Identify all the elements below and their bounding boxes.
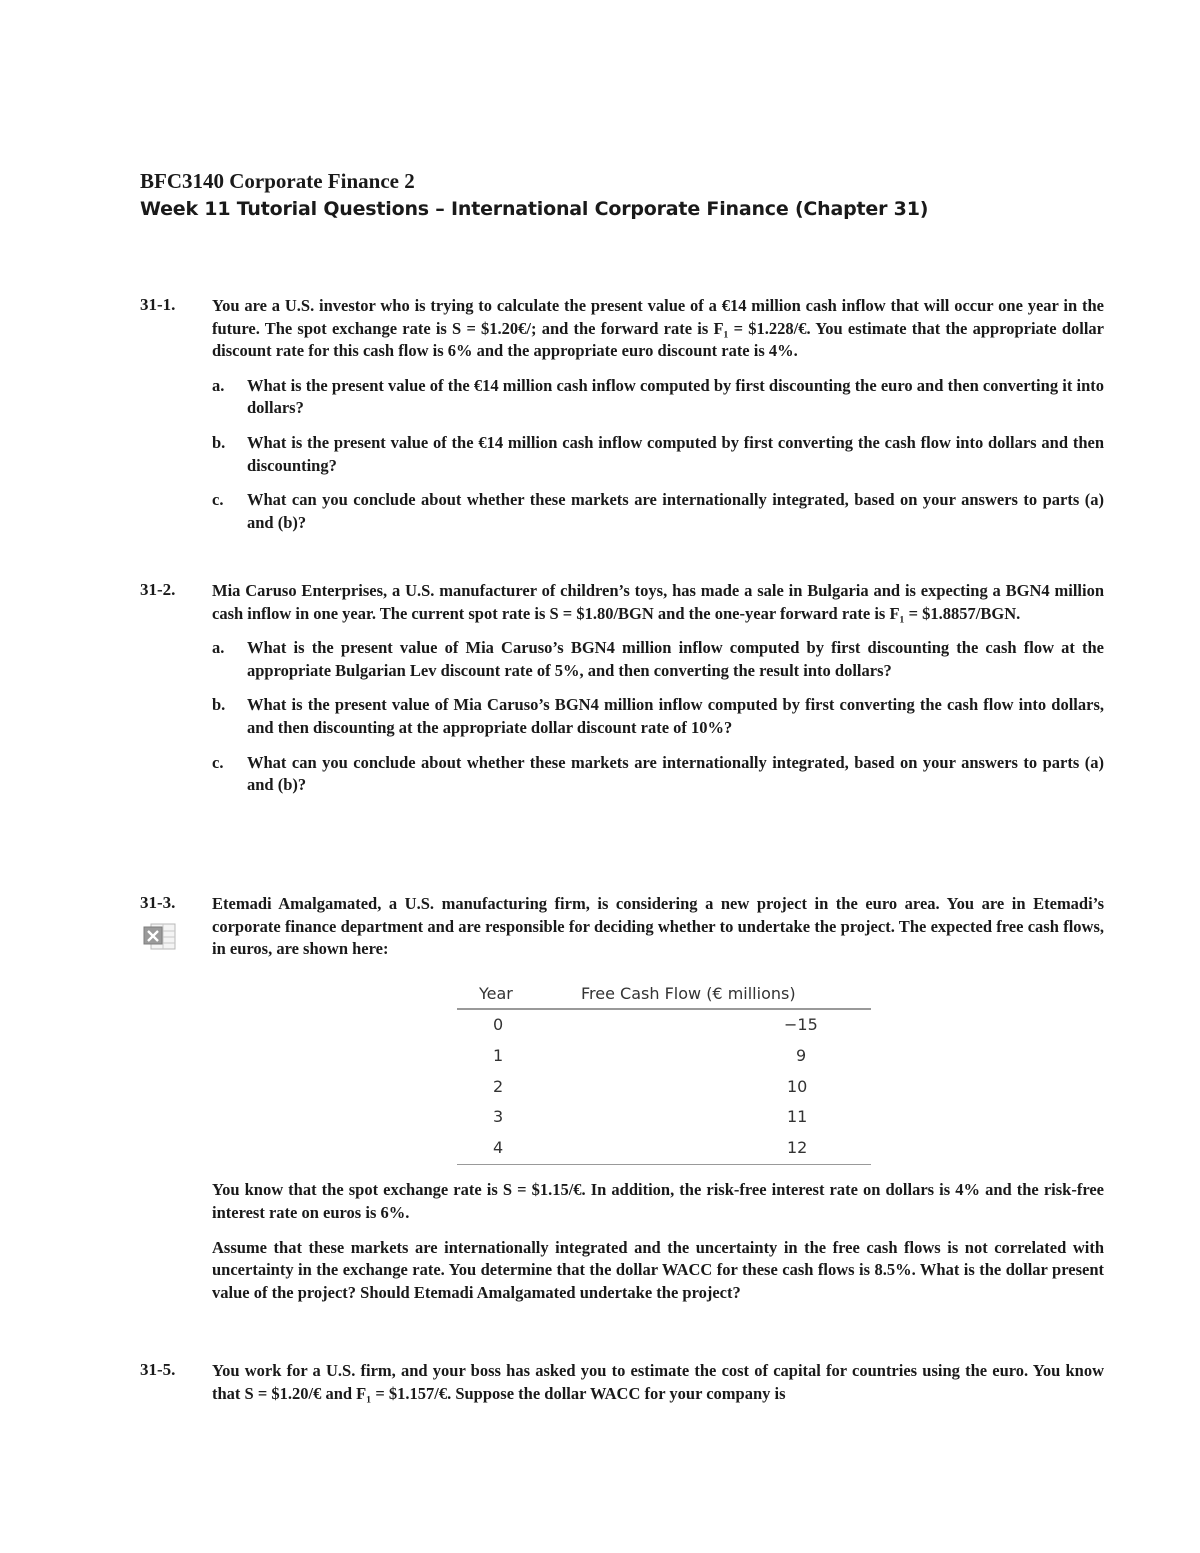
question-31-3: [140, 893, 1104, 1316]
question-part-b: [212, 432, 1104, 477]
question-text: You work for a U.S. firm, and your boss has asked you to estimate the cost of capital for countries using the euro. You know that S = $1.20/€ and F₁ = $1.157/€. Suppose the dollar WACC for your company is: [212, 1361, 1104, 1403]
table-row: [457, 1102, 871, 1133]
question-number: 31-3.: [140, 893, 176, 912]
year-cell: 3: [493, 1107, 504, 1127]
part-text: What is the present value of Mia Caruso’s BGN4 million inflow computed by first discounting the cash flow at the appropriate Bulgarian Lev discount rate of 5%, and then converting the result into dollars?: [247, 638, 1104, 680]
fcf-cell: −15: [784, 1015, 818, 1035]
question-part-c: [212, 489, 1104, 534]
question-followup-text: Assume that these markets are internationally integrated and the uncertainty in the free cash flows is not correlated with uncertainty in the exchange rate. You determine that the dollar WACC for these cash flows is 8.5%. What is the dollar present value of the project? Should Etemadi Amalgamated undertake the project?: [212, 1237, 1104, 1302]
question-31-1: [140, 295, 1104, 546]
year-cell: 2: [493, 1076, 504, 1096]
table-row: [457, 1041, 871, 1072]
question-part-b: [212, 694, 1104, 739]
table-row: [457, 1009, 871, 1041]
part-letter: c.: [212, 490, 224, 510]
part-letter: b.: [212, 695, 226, 715]
table-row: [457, 1133, 871, 1165]
question-number: 31-1.: [140, 295, 176, 314]
question-text: Etemadi Amalgamated, a U.S. manufacturing firm, is considering a new project in the euro area. You are in Etemadi’s corporate finance department and are responsible for deciding whether to undertake the project. The expected free cash flows, in euros, are shown here:: [212, 894, 1104, 959]
cash-flow-table: [457, 975, 871, 1166]
part-letter: a.: [212, 638, 225, 658]
part-text: What can you conclude about whether these markets are internationally integrated, based on your answers to parts (a) and (b)?: [247, 752, 1104, 795]
part-text: What can you conclude about whether these markets are internationally integrated, based on your answers to parts (a) and (b)?: [247, 490, 1104, 532]
question-part-a: [212, 637, 1104, 682]
question-part-c: [212, 752, 1104, 797]
fcf-cell: 11: [787, 1107, 808, 1127]
question-text: You are a U.S. investor who is trying to calculate the present value of a €14 million cash inflow that will occur one year in the future. The spot exchange rate is S = $1.20€/; and the forward rate is F₁ = $1.228/€. You estimate that the appropriate dollar discount rate for this cash flow is 6% and the appropriate euro discount rate is 4%.: [212, 296, 1104, 361]
question-31-2: [140, 580, 1104, 809]
column-header-year: Year: [457, 975, 569, 1010]
question-part-a: [212, 375, 1104, 420]
part-letter: b.: [212, 432, 226, 452]
part-letter: c.: [212, 752, 224, 772]
table-header-row: [457, 975, 871, 1010]
fcf-cell: 9: [796, 1045, 807, 1065]
question-text: Mia Caruso Enterprises, a U.S. manufacturer of children’s toys, has made a sale in Bulgaria and is expecting a BGN4 million cash inflow in one year. The current spot rate is S = $1.80/BGN and the one-year forward rate is F₁ = $1.8857/BGN.: [212, 581, 1104, 623]
year-cell: 4: [457, 1133, 569, 1165]
year-cell: 1: [493, 1045, 504, 1065]
fcf-cell: 12: [569, 1133, 871, 1165]
year-cell: 0: [493, 1015, 504, 1035]
table-row: [457, 1072, 871, 1103]
document-subtitle: Week 11 Tutorial Questions – International Corporate Finance (Chapter 31): [140, 198, 929, 220]
question-number: 31-5.: [140, 1360, 176, 1379]
part-text: What is the present value of the €14 million cash inflow computed by first discounting the euro and then converting it into dollars?: [247, 375, 1104, 418]
part-text: What is the present value of Mia Caruso’s BGN4 million inflow computed by first converting the cash flow into dollars, and then discounting at the appropriate dollar discount rate of 10%?: [247, 695, 1104, 737]
document-title: BFC3140 Corporate Finance 2: [140, 169, 415, 193]
part-text: What is the present value of the €14 million cash inflow computed by first converting the cash flow into dollars and then discounting?: [247, 432, 1104, 475]
fcf-cell: 10: [787, 1076, 808, 1096]
spreadsheet-icon: [143, 921, 177, 951]
question-followup-text: You know that the spot exchange rate is S = $1.15/€. In addition, the risk-free interest rate on dollars is 4% and the risk-free interest rate on euros is 6%.: [212, 1180, 1104, 1222]
part-letter: a.: [212, 375, 225, 395]
question-31-5: [140, 1360, 1104, 1405]
question-number: 31-2.: [140, 580, 176, 599]
column-header-fcf: Free Cash Flow (€ millions): [569, 975, 871, 1010]
